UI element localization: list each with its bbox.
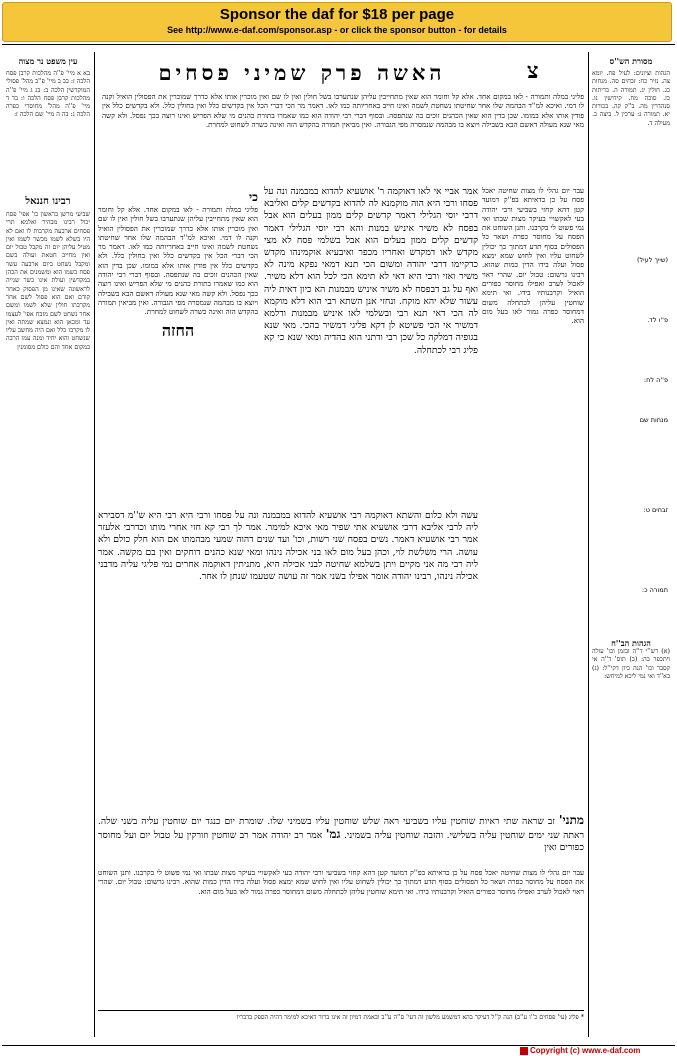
gemara-closing-text: אמר רב יהודה אמר רב שוחטין וזורקין על טבול יום ועל מחוסר כפורים ואין — [98, 830, 584, 854]
rabbeinu-chananel-heading: רבינו חננאל — [25, 196, 71, 207]
margin-reference-note: (שייך לעיל) — [636, 256, 668, 264]
hagahot-heading: הגהות הב''ח — [611, 638, 651, 648]
margin-reference-note: זבחים ט: — [643, 506, 668, 514]
top-rule — [2, 44, 675, 45]
chapter-title: האשה פרק שמיני פסחים — [158, 60, 446, 85]
gemara-column — [264, 186, 478, 506]
sponsor-subtitle[interactable]: See http://www.e-daf.com/sponsor.asp - or click the sponsor button - for details — [167, 25, 507, 35]
right-margin — [592, 56, 670, 1036]
sponsor-title[interactable]: Sponsor the daf for $18 per page — [219, 6, 455, 23]
rashi-top — [102, 92, 584, 182]
footnote-rule — [98, 1010, 584, 1011]
margin-reference-note: תמורה כ: — [641, 586, 668, 594]
ein-mishpat-text: בא א מיי' פ''ה מהלכות קרבן פסח הלכה ז: בב ב מיי' פ''ב מהל' פסולי המוקדשין הלכה ב: בג ג מיי' פ''ה מהלכות קרבן פסח הלכה ו: בד ד מיי' פ''ה מהל' מחוסרי כפרה הלכה ג: בה ה מיי' שם הלכה ז: — [6, 70, 90, 119]
masoret-hashas-text: הגהות וציונים: לעיל פח. יומא צה. נזיר כח: זבחים סה. מנחות כג. חולין יג. תמורה ה. כריתות כז. סוכה מח. קידושין נו. סנהדרין מה. ב''ק קה. בכורות יא. תמורה ג: ערכין ל. ביצה כ. מעילה ד. — [592, 70, 670, 127]
mishnah-label: מתני' — [558, 814, 584, 827]
tosafot-column — [482, 186, 584, 656]
rashi-column — [98, 186, 258, 506]
margin-reference-note: פ''ה לח: — [643, 376, 668, 384]
bottom-note-text: * פליג (עי' פסחים כ''ו ע''ב) הנה ק''ל דעיקר בהא דמשמע מלשון זה דעי' ס''ה ע''ב ובאמת דמיון זה אינו ברור דאיכא למימר דהיה הספק בדבריו — [236, 1014, 584, 1021]
rashi-bold-word: החזה — [161, 320, 195, 340]
copyright-link[interactable]: Copyright (c) www.e-daf.com — [530, 1046, 641, 1055]
left-margin — [6, 56, 90, 1036]
margin-reference-note: מנחות שם — [639, 416, 668, 424]
tosafot-text: עבר יום גהלי לו מצות שחיטה יאכל פסח על כן כדאיתא בפ''ק דמועד קטן דהא קחזי בשביעי ורבי יהודה בעי לאקשויי בעיקר מצות שבתו ואי נמי פשוט לי בקרבנו. ותנן השוחט את הפסח על מחוסר כפרה ושאר כל הפסולים בסוף תדע דמתוך כך יכולין לשחוט עליו ואין לחוש שמא ימצא פסול ועלה בידו הדין כמות שהוא. רבינו גרשום: טבול יום. שהרי ראוי לאכול לערב ואפילו מחוסר כפורים הואיל וקרבנותיו בידו. ואי תימא שוחטין עליהן לכתחלה משום דמחוסר כפרה גמור לאו בעל מום הוא. — [482, 186, 584, 326]
masoret-hashas-heading: מסורת הש''ס — [609, 56, 653, 66]
margin-reference-note: פ''ו לד. — [647, 316, 668, 324]
copyright-marker-icon — [520, 1047, 528, 1055]
talmud-page — [2, 44, 675, 1046]
rabbeinu-chananel-text: שביעי מרשן בראשון כו' אפי' פסח יכול רבינו מבהיר ואלמא תרי פסחים ארבעה מקרבות לו ואם לא היו בשלא לשמו מכשר לשמו ואין מטיל עליהן יום זה מקבל טבול יום ואין מחייב חטאת ועולה בשם ומקבל נשחט ביום ארבעה עשר פסח בשמו הוא ומשמנים את הכהן במקדשין ועולת אינו כשר שנייה לראשונה שאינו מן הפסוק כאחר קודם ואם הוא פסול לשם אחר מקרבתו חולין שלא לשמו ומשם אחר נשחט לשם מזבח אפי' לעצמו עד ומכאן הוא ונמצא שמתה ואין לו מקרבו כלל ואם היה מחשב עליו שנשחט והוא יחיד ומנה עמו הרבה במקום אחד והם כולם מסומנין — [6, 211, 90, 351]
gemara-lower — [98, 510, 478, 810]
left-divider — [94, 52, 95, 1037]
bottom-note — [98, 1014, 584, 1042]
gemara-lower-text: עשה ולא כלום והשתא דאוקמה רבי אושעיא להדוא במבמנה ונה על פסחו ורבי היא רבי היא ש''מ דסבירא ליה לרבי אליבא דרבי אושעיא אתי שפיר מאי איכא למימר. אמר לך רבי קא חזי אחרי מותו וכדרבי אלעזר אמר רבי אושעיא דאמר. נשים בפסח שני רשות, וכו' ועד שנים דהוה שמעי מבהמתו אם הוא חלק כולם ולא עושה. הרי משלשת לוי, וכהן בעל מום לאו בני אכילה נינהו ומאי שנא כהנים דוחקים ואין בם מקשה. אמר ליה רבי מה אני מקיים ויתן בשלמא שחיטה לבני אכילה היא, מתניתין דאוקמה אחרים נמי פליגי עליה מדבני אכילה נינהו, רבינו יהודה אומר אפילו בשני אמר זה עושה שטעמו שנתן לו אחר. — [98, 510, 478, 583]
daf-number: צ — [527, 58, 539, 84]
rashi-side-text: פליגי במלה ותמורה - לאו במקום אחד. אלא קל וחומר הוא שאין מתחייבין עליהן שנתערבו בשל חולין ואין לו שם ואין מוכרין אותו אלא כדרך שמוכרין את הפסולין הואיל וקנה לו דמי. ואיכא למ''ד הבהמה שלו אחר שחיטתו נשחטת לשמה ואינו חייב באחריותה כמו לאו. דאמר מר הכי דברי הכל אין בקדשים כלל ואין בחולין כלל. ולא בקדשים כלל אין פודין אותו אלא במומו. שכן בדין הוא שאין הכהנים זוכים בה שנתפסה. ובסוף דברי רבי יהודה הוא כמו שאמרו בתורת כהנים מי שלא הפריש ואינו רוצה בכך נפסל. ולא קשה מאי שנא מעולה דאשם הבא בשבילה ויוצא בו מבהמה שנמסרה מפי הגבורה. ואין מביאין תמורה בהקדש הזה ואינה כשרה לשחוט למחרת. — [98, 205, 258, 317]
right-divider — [588, 52, 589, 1037]
commentary-bottom-text: עבר יום גהלי לו מצות שחיטה יאכל פסח על כן כדאיתא בפ''ק דמועד קטן דהא קחזי בשביעי ורבי יהודה בעי לאקשויי בעיקר מצות שבתו ואי נמי פשוט לי בקרבנו. ותנן השוחט את הפסח על מחוסר כפרה ושאר כל הפסולים בסוף תדע דמתוך כך יכולין לשחוט עליו ואין לחוש שמא ימצא פסול ועלה בידו הדין כמות שהוא. רבינו גרשום: טבול יום. שהרי ראוי לאכול לערב ואפילו מחוסר כפורים הואיל וקרבנותיו בידו. ואי תימא שוחטין עליהן לכתחלה משום דמחוסר כפרה גמור לאו בעל מום הוא. — [98, 868, 584, 896]
rashi-top-text: פליגי במלה ותמורה - לאו במקום אחד. אלא קל וחומר הוא שאין מתחייבין עליהן שנתערבו בשל חולין ואין לו שם ואין מוכרין אותו אלא כדרך שמוכרין את הפסולין הואיל וקנה לו דמי. ואיכא למ''ד הבהמה שלו אחר שחיטתו נשחטת לשמה ואינו חייב באחריותה כמו לאו. דאמר מר הכי דברי הכל אין בקדשים כלל ואין בחולין כלל. ולא בקדשים כלל אין פודין אותו אלא במומו. שכן בדין הוא שאין הכהנים זוכים בה שנתפסה. ובסוף דברי רבי יהודה הוא כמו שאמרו בתורת כהנים מי שלא הפריש ואינו רוצה בכך נפסל. ולא קשה מאי שנא מעולה דאשם הבא בשבילה ויוצא בו מבהמה שנמסרה מפי הגבורה. ואין מביאין תמורה בהקדש הזה ואינה כשרה לשחוט למחרת. — [102, 92, 584, 129]
ein-mishpat-heading: עין משפט נר מצוה — [18, 56, 78, 66]
gemara-text: אמר אביי אי לאו דאוקמה ר' אושעיא להדוא במבמנה ונה על פסחו ורבי היא הוה מוקמנא לה להדוא בקדשים קלים ואליבא דרבי יוסי הגלילי דאמר קדשים קלים ממון בעלים הוא אבל בפסח לא משיר איניש במנות והא רבי יוסי הגלילי דאמר קדשים קלים ממון בעלים הוא אבל בשלמי פסח לא מצי מקדש לאו דמקדש ואחריו מכפר ואיבעיא אוקמינהו מקדש כדקיימו דרבי יהודה ומשום הכי תנא דמאי נפקא מינה לא משיר ואזי ורבי היא דאי לא תימא הכי לכל הוא דלא משיר. ואף על גב דבפסח לא משיר איניש מבמנות הא כיון דאית ליה עשור שלא יהא מוקח. ונחזי אנן השתא רבי הוא דלא מוקמא לה הכי דאי תנא רבי ובשלמי לאו איניש מבמנות ודלמא דמשיר אי הכי פשיטא לן דקא פליגי דמשיר בהכי. מאי שנא בגופיה דמלקה כל שכן רבי ודתני הוא בהדיה ומאי שנא כי קא פליג רבי לכתחלה. — [264, 186, 478, 356]
commentary-bottom — [98, 868, 584, 1008]
rashi-opening-word: כי — [248, 190, 258, 204]
hagahot-text: (א) רש''י ד''ה ובזמן וכו' עולה ויתכפר בה: (ב) תוס' ד''ה אי קסבר וכו' הנה כיון דקי''ל: (ג) בא''ד ואי נמי ליכא למיחש: — [592, 648, 670, 680]
mishnah-block — [98, 814, 584, 864]
mishnah-text: זב שראה שתי ראיות שוחטין עליו בשביעי ראה שלש שוחטין עליו בשמיני שלו. שומרת יום כנגד יום שוחטין עליה בשני שלה. ראתה שני ימים שוחטין עליה בשלישי. והזבה שוחטין עליה בשמיני. — [98, 816, 584, 842]
gemara-label: גמ' — [325, 827, 341, 842]
sponsor-banner[interactable] — [2, 2, 672, 42]
